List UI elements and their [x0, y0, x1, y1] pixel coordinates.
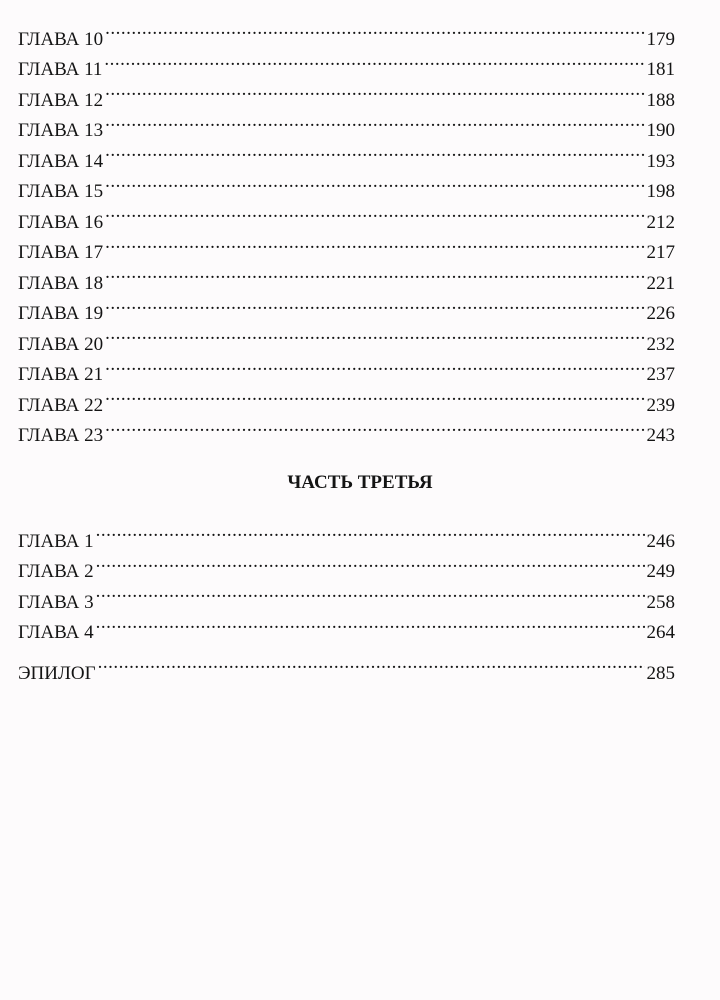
- toc-entry-label: ГЛАВА 17: [18, 242, 104, 263]
- dot-leader: [105, 228, 644, 259]
- toc-entry-page: 258: [646, 591, 675, 613]
- dot-leader: [96, 577, 645, 608]
- toc-entry: [18, 350, 675, 385]
- toc-entry: [18, 608, 675, 643]
- toc-entry: [18, 258, 675, 294]
- toc-entry-page: 249: [646, 561, 675, 582]
- toc-entry-page: 217: [646, 242, 675, 263]
- toc-entry: [18, 228, 675, 263]
- toc-entry: [18, 516, 675, 552]
- toc-entry-label: ГЛАВА 2: [18, 561, 94, 582]
- toc-entry: [18, 167, 675, 202]
- toc-entry: [18, 136, 675, 172]
- part-three-heading: ЧАСТЬ ТРЕТЬЯ: [287, 472, 433, 493]
- dot-leader: [105, 319, 644, 350]
- toc-entry-page: 239: [646, 394, 675, 416]
- toc-entry: [18, 411, 675, 446]
- dot-leader: [96, 516, 645, 547]
- toc-entry-label: ГЛАВА 23: [18, 425, 104, 446]
- toc-entry-label: ГЛАВА 13: [18, 120, 104, 141]
- toc-entry-label: ГЛАВА 10: [18, 28, 104, 50]
- toc-entry-page: 193: [646, 150, 675, 172]
- toc-entry-label: ГЛАВА 14: [18, 150, 104, 172]
- toc-entry-page: 179: [646, 28, 675, 50]
- toc-entry-label: ГЛАВА 21: [18, 364, 104, 385]
- toc-entry-page: 237: [646, 364, 675, 385]
- dot-leader: [105, 136, 644, 167]
- toc-entry: [18, 547, 675, 582]
- toc-entry-page: 212: [646, 211, 675, 233]
- toc-entry: [18, 106, 675, 141]
- toc-entry-label: ГЛАВА 15: [18, 181, 104, 202]
- toc-entry: [18, 45, 675, 80]
- toc-entry: [18, 577, 675, 613]
- toc-entry-page: 243: [646, 425, 675, 446]
- dot-leader: [105, 258, 644, 289]
- toc-entry-label: ГЛАВА 3: [18, 591, 94, 613]
- toc-entry-label: ГЛАВА 22: [18, 394, 104, 416]
- toc-entry: [18, 14, 675, 50]
- toc-entry-page: 221: [646, 272, 675, 294]
- toc-entry-page: 246: [646, 530, 675, 552]
- spacer: [0, 638, 720, 648]
- dot-leader: [96, 608, 645, 639]
- dot-leader: [105, 106, 644, 137]
- dot-leader: [98, 648, 645, 679]
- dot-leader: [105, 167, 644, 198]
- toc-entry-label: ГЛАВА 19: [18, 303, 104, 324]
- toc-entry-label: ГЛАВА 16: [18, 211, 104, 233]
- dot-leader: [105, 380, 644, 411]
- toc-entry-page: 264: [646, 622, 675, 643]
- toc-entry-page: 285: [646, 662, 675, 684]
- toc-entry-page: 198: [646, 181, 675, 202]
- toc-entry: [18, 197, 675, 233]
- toc-entry-page: 181: [646, 59, 675, 80]
- dot-leader: [105, 350, 644, 381]
- dot-leader: [105, 14, 644, 45]
- toc-entry-label: ГЛАВА 20: [18, 333, 104, 355]
- toc-entry-label: ЭПИЛОГ: [18, 662, 96, 684]
- toc-part-three-list: [18, 516, 675, 643]
- toc-entry-page: 188: [646, 89, 675, 111]
- spacer: [0, 498, 720, 516]
- toc-entry-page: 190: [646, 120, 675, 141]
- toc-entry-label: ГЛАВА 11: [18, 59, 103, 80]
- toc-entry-label: ГЛАВА 1: [18, 530, 94, 552]
- dot-leader: [105, 411, 644, 442]
- dot-leader: [105, 289, 644, 320]
- toc-entry-label: ГЛАВА 12: [18, 89, 104, 111]
- toc-entry-label: ГЛАВА 4: [18, 622, 94, 643]
- toc-entry-page: 226: [646, 303, 675, 324]
- dot-leader: [104, 45, 644, 76]
- toc-part-two-list: [18, 14, 675, 446]
- dot-leader: [96, 547, 645, 578]
- dot-leader: [105, 197, 644, 228]
- dot-leader: [105, 75, 644, 106]
- spacer: [0, 441, 720, 468]
- toc-entry-page: 232: [646, 333, 675, 355]
- toc-entry-epilogue: [18, 648, 675, 684]
- toc-entry: [18, 75, 675, 111]
- toc-entry: [18, 319, 675, 355]
- toc-entry-label: ГЛАВА 18: [18, 272, 104, 294]
- toc-entry: [18, 380, 675, 416]
- toc-entry: [18, 289, 675, 324]
- toc-epilogue: [18, 648, 675, 684]
